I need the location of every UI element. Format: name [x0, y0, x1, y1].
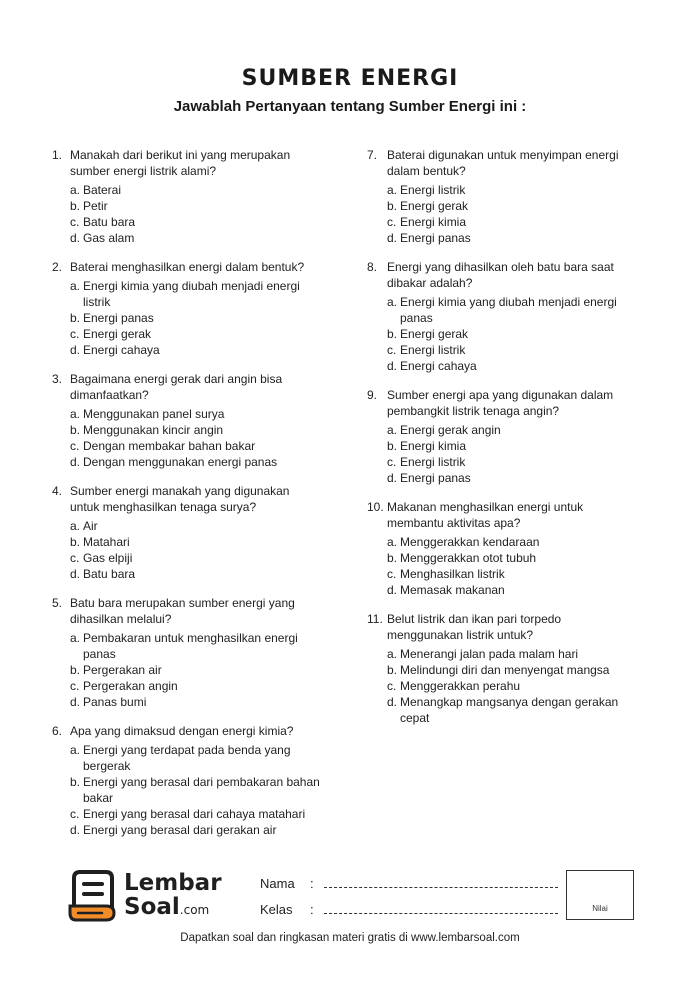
question-text: Energi yang dihasilkan oleh batu bara saat dibakar adalah?	[387, 260, 614, 290]
answer-options	[367, 422, 637, 486]
answer-option[interactable]	[70, 678, 322, 694]
kelas-label: Kelas	[260, 902, 293, 917]
option-text: Air	[83, 519, 98, 533]
option-text: Energi cahaya	[83, 343, 160, 357]
answer-option[interactable]	[70, 310, 322, 326]
answer-option[interactable]	[70, 742, 322, 774]
answer-option[interactable]	[387, 358, 637, 374]
answer-option[interactable]	[70, 694, 322, 710]
answer-option[interactable]	[70, 822, 322, 838]
question-header	[367, 147, 637, 179]
option-text: Energi yang terdapat pada benda yang bergerak	[83, 743, 291, 773]
answer-option[interactable]	[387, 662, 637, 678]
option-text: Energi kimia yang diubah menjadi energi listrik	[83, 279, 300, 309]
option-letter: d.	[70, 231, 81, 245]
answer-option[interactable]	[70, 406, 322, 422]
answer-option[interactable]	[387, 694, 637, 726]
question-text: Sumber energi apa yang digunakan dalam pembangkit listrik tenaga angin?	[387, 388, 614, 418]
option-letter: b.	[70, 775, 81, 789]
worksheet-subtitle: Jawablah Pertanyaan tentang Sumber Energi ini :	[173, 98, 527, 115]
option-text: Baterai	[83, 183, 122, 197]
option-letter: c.	[70, 215, 80, 229]
question-number: 7.	[367, 148, 378, 162]
answer-option[interactable]	[387, 182, 637, 198]
option-text: Pergerakan angin	[83, 679, 178, 693]
option-text: Energi listrik	[400, 455, 466, 469]
answer-options	[367, 646, 637, 726]
answer-option[interactable]	[387, 230, 637, 246]
option-letter: b.	[387, 199, 398, 213]
option-text: Menggerakkan perahu	[400, 679, 521, 693]
question-number: 8.	[367, 260, 378, 274]
logo-text-soal	[124, 895, 209, 922]
option-letter: a.	[387, 295, 398, 309]
answer-option[interactable]	[387, 198, 637, 214]
option-text: Menggunakan kincir angin	[83, 423, 224, 437]
option-text: Energi yang berasal dari gerakan air	[83, 823, 277, 837]
question-text: Manakah dari berikut ini yang merupakan sumber energi listrik alami?	[70, 148, 291, 178]
option-text: Energi panas	[400, 471, 471, 485]
option-letter: c.	[387, 679, 397, 693]
option-letter: a.	[387, 183, 398, 197]
answer-options	[52, 630, 322, 710]
answer-options	[367, 534, 637, 598]
option-letter: b.	[387, 439, 398, 453]
answer-option[interactable]	[70, 422, 322, 438]
question-item	[52, 371, 322, 470]
question-number: 10.	[367, 500, 384, 514]
option-letter: c.	[387, 455, 397, 469]
questions-left-column	[52, 147, 322, 851]
answer-option[interactable]	[387, 294, 637, 326]
option-letter: d.	[387, 359, 398, 373]
answer-options	[367, 294, 637, 374]
option-letter: b.	[387, 551, 398, 565]
answer-option[interactable]	[387, 454, 637, 470]
option-letter: c.	[387, 567, 397, 581]
option-letter: c.	[70, 327, 80, 341]
answer-option[interactable]	[387, 422, 637, 438]
option-text: Energi listrik	[400, 183, 466, 197]
logo-text-soal-word: Soal	[124, 894, 180, 920]
option-letter: d.	[70, 567, 81, 581]
nama-label: Nama	[260, 876, 295, 891]
question-header	[367, 387, 637, 419]
question-header	[52, 147, 322, 179]
question-item	[367, 387, 637, 486]
answer-option[interactable]	[387, 438, 637, 454]
question-item	[52, 147, 322, 246]
option-letter: a.	[387, 423, 398, 437]
option-text: Energi kimia	[400, 215, 467, 229]
option-letter: b.	[70, 423, 81, 437]
kelas-input-line[interactable]	[324, 902, 558, 914]
option-text: Menggunakan panel surya	[83, 407, 225, 421]
option-letter: d.	[70, 823, 81, 837]
answer-options	[52, 518, 322, 582]
option-text: Energi yang berasal dari cahaya matahari	[83, 807, 306, 821]
question-item	[52, 483, 322, 582]
option-text: Energi gerak angin	[400, 423, 501, 437]
question-header	[52, 723, 322, 739]
option-letter: d.	[387, 695, 398, 709]
option-text: Gas elpiji	[83, 551, 133, 565]
option-letter: c.	[70, 807, 80, 821]
answer-options	[52, 278, 322, 358]
answer-option[interactable]	[70, 630, 322, 662]
answer-options	[52, 742, 322, 838]
option-text: Dengan menggunakan energi panas	[83, 455, 278, 469]
answer-option[interactable]	[70, 566, 322, 582]
option-letter: b.	[70, 535, 81, 549]
answer-option[interactable]	[387, 582, 637, 598]
question-header	[367, 499, 637, 531]
option-letter: a.	[70, 279, 81, 293]
option-text: Energi listrik	[400, 343, 466, 357]
question-item	[367, 499, 637, 598]
option-letter: c.	[70, 439, 80, 453]
kelas-colon: :	[310, 902, 314, 917]
worksheet-title: SUMBER ENERGI	[241, 66, 459, 91]
question-number: 4.	[52, 484, 63, 498]
answer-option[interactable]	[387, 342, 637, 358]
option-text: Energi gerak	[400, 199, 469, 213]
answer-option[interactable]	[387, 550, 637, 566]
question-text: Baterai digunakan untuk menyimpan energi dalam bentuk?	[387, 148, 619, 178]
option-text: Menggerakkan otot tubuh	[400, 551, 537, 565]
option-text: Energi cahaya	[400, 359, 477, 373]
option-letter: b.	[387, 663, 398, 677]
answer-option[interactable]	[387, 534, 637, 550]
option-letter: d.	[70, 343, 81, 357]
option-text: Gas alam	[83, 231, 135, 245]
question-number: 3.	[52, 372, 63, 386]
answer-option[interactable]	[70, 326, 322, 342]
option-letter: b.	[70, 663, 81, 677]
option-text: Menangkap mangsanya dengan gerakan cepat	[400, 695, 619, 725]
option-letter: b.	[70, 311, 81, 325]
option-letter: d.	[387, 583, 398, 597]
answer-option[interactable]	[70, 230, 322, 246]
option-letter: c.	[70, 551, 80, 565]
option-letter: a.	[70, 407, 81, 421]
question-header	[367, 611, 637, 643]
option-text: Menggerakkan kendaraan	[400, 535, 540, 549]
answer-option[interactable]	[387, 646, 637, 662]
question-text: Bagaimana energi gerak dari angin bisa dimanfaatkan?	[70, 372, 283, 402]
option-text: Petir	[83, 199, 108, 213]
answer-option[interactable]	[70, 534, 322, 550]
question-text: Belut listrik dan ikan pari torpedo menggunakan listrik untuk?	[387, 612, 562, 642]
answer-option[interactable]	[70, 342, 322, 358]
option-letter: a.	[387, 535, 398, 549]
option-letter: a.	[70, 631, 81, 645]
nilai-box[interactable]	[566, 870, 634, 920]
option-text: Energi kimia yang diubah menjadi energi panas	[400, 295, 617, 325]
question-item	[52, 723, 322, 838]
question-text: Sumber energi manakah yang digunakan untuk menghasilkan tenaga surya?	[70, 484, 290, 514]
question-number: 6.	[52, 724, 63, 738]
question-number: 2.	[52, 260, 63, 274]
option-text: Menghasilkan listrik	[400, 567, 505, 581]
question-item	[367, 259, 637, 374]
option-text: Dengan membakar bahan bakar	[83, 439, 256, 453]
question-number: 1.	[52, 148, 63, 162]
question-header	[52, 595, 322, 627]
nama-input-line[interactable]	[324, 876, 558, 888]
option-text: Batu bara	[83, 215, 136, 229]
question-header	[52, 259, 322, 275]
answer-option[interactable]	[70, 278, 322, 310]
option-letter: a.	[70, 743, 81, 757]
footer-text: Dapatkan soal dan ringkasan materi gratis di www.lembarsoal.com	[180, 932, 520, 944]
answer-option[interactable]	[70, 454, 322, 470]
option-letter: b.	[70, 199, 81, 213]
logo-text-com: .com	[179, 903, 210, 917]
option-text: Pembakaran untuk menghasilkan energi panas	[83, 631, 298, 661]
option-letter: d.	[387, 471, 398, 485]
option-letter: a.	[387, 647, 398, 661]
answer-option[interactable]	[70, 182, 322, 198]
answer-option[interactable]	[70, 550, 322, 566]
option-text: Energi kimia	[400, 439, 467, 453]
option-letter: c.	[387, 215, 397, 229]
answer-option[interactable]	[70, 806, 322, 822]
lembarsoal-logo	[66, 868, 226, 924]
option-text: Melindungi diri dan menyengat mangsa	[400, 663, 610, 677]
option-letter: d.	[70, 455, 81, 469]
option-text: Pergerakan air	[83, 663, 162, 677]
answer-option[interactable]	[70, 198, 322, 214]
option-text: Panas bumi	[83, 695, 147, 709]
question-text: Baterai menghasilkan energi dalam bentuk?	[70, 260, 305, 274]
answer-option[interactable]	[70, 518, 322, 534]
nama-field[interactable]	[260, 876, 558, 891]
answer-options	[52, 406, 322, 470]
option-text: Energi panas	[400, 231, 471, 245]
option-text: Matahari	[83, 535, 130, 549]
option-letter: b.	[387, 327, 398, 341]
option-text: Memasak makanan	[400, 583, 505, 597]
document-scroll-icon	[66, 868, 120, 922]
answer-option[interactable]	[70, 662, 322, 678]
option-text: Energi gerak	[83, 327, 152, 341]
nilai-label: Nilai	[592, 904, 608, 913]
logo-text-lembar: Lembar	[124, 870, 222, 896]
answer-option[interactable]	[387, 566, 637, 582]
option-letter: a.	[70, 183, 81, 197]
option-text: Menerangi jalan pada malam hari	[400, 647, 579, 661]
answer-option[interactable]	[70, 774, 322, 806]
answer-option[interactable]	[387, 214, 637, 230]
question-text: Makanan menghasilkan energi untuk membantu aktivitas apa?	[387, 500, 584, 530]
kelas-field[interactable]	[260, 902, 558, 917]
answer-option[interactable]	[70, 438, 322, 454]
answer-options	[52, 182, 322, 246]
question-item	[367, 611, 637, 726]
question-number: 11.	[367, 612, 383, 626]
option-text: Energi yang berasal dari pembakaran bahan bakar	[83, 775, 320, 805]
question-header	[52, 483, 322, 515]
nama-colon: :	[310, 876, 314, 891]
option-text: Energi gerak	[400, 327, 469, 341]
question-header	[52, 371, 322, 403]
answer-option[interactable]	[387, 470, 637, 486]
option-letter: c.	[387, 343, 397, 357]
question-text: Batu bara merupakan sumber energi yang dihasilkan melalui?	[70, 596, 295, 626]
option-letter: a.	[70, 519, 81, 533]
option-letter: d.	[70, 695, 81, 709]
option-text: Energi panas	[83, 311, 154, 325]
answer-options	[367, 182, 637, 246]
answer-option[interactable]	[387, 326, 637, 342]
answer-option[interactable]	[387, 678, 637, 694]
question-item	[367, 147, 637, 246]
question-header	[367, 259, 637, 291]
question-number: 9.	[367, 388, 378, 402]
questions-right-column	[367, 147, 637, 739]
option-text: Batu bara	[83, 567, 136, 581]
question-item	[52, 595, 322, 710]
question-text: Apa yang dimaksud dengan energi kimia?	[70, 724, 294, 738]
option-letter: d.	[387, 231, 398, 245]
answer-option[interactable]	[70, 214, 322, 230]
question-item	[52, 259, 322, 358]
option-letter: c.	[70, 679, 80, 693]
question-number: 5.	[52, 596, 63, 610]
